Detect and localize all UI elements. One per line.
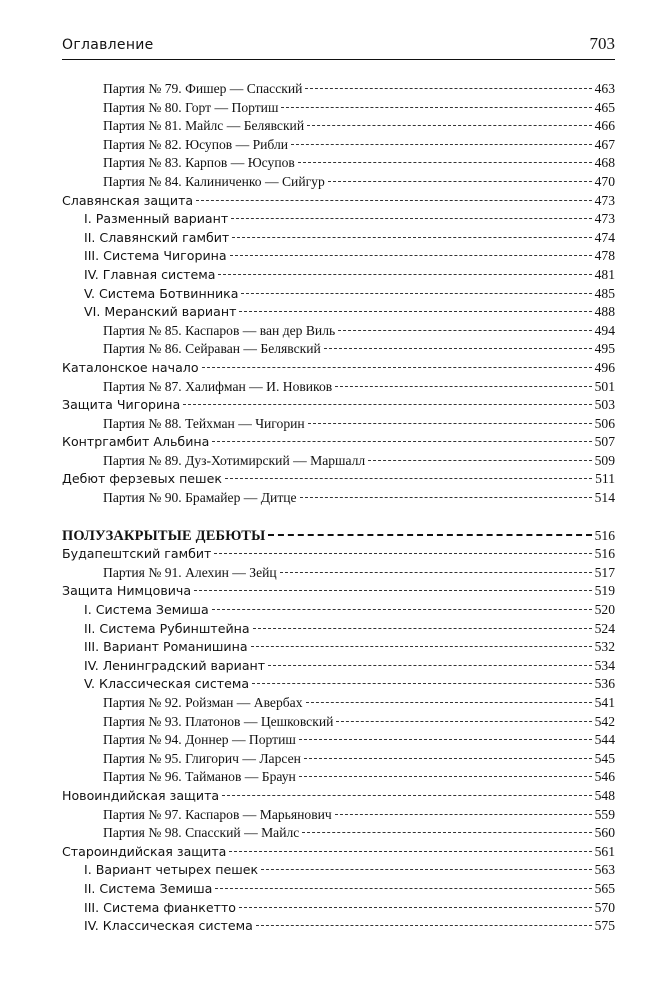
toc-entry-title: II. Система Рубинштейна (84, 620, 250, 636)
dotted-leader (252, 683, 592, 684)
toc-entry-page: 575 (594, 918, 615, 934)
toc-entry-title: Партия № 94. Доннер — Портиш (103, 732, 296, 748)
toc-entry-page: 517 (594, 564, 615, 580)
dotted-leader (268, 665, 591, 666)
toc-entry-title: Будапештский гамбит (62, 546, 212, 562)
toc-entry-page: 524 (594, 620, 615, 636)
toc-entry-page: 519 (594, 583, 615, 599)
toc-entry-title: Партия № 87. Халифман — И. Новиков (103, 378, 333, 394)
dotted-leader (229, 851, 591, 852)
toc-entry (62, 843, 615, 862)
toc-entry-page: 466 (594, 118, 615, 134)
toc-entry (62, 229, 615, 248)
toc-game-entry (62, 768, 615, 787)
toc-entry-title: I. Система Земиша (84, 602, 209, 618)
toc-entry-page: 542 (594, 713, 615, 729)
toc-game-entry (62, 117, 615, 136)
toc-entry-page: 496 (594, 359, 615, 375)
dotted-leader (299, 776, 592, 777)
toc-entry-title: Партия № 84. Калиниченко — Сийгур (103, 173, 325, 189)
dotted-leader (299, 739, 592, 740)
toc-entry-page: 468 (594, 155, 615, 171)
toc-entry (62, 582, 615, 601)
toc-game-entry (62, 80, 615, 99)
toc-entry-page: 506 (594, 415, 615, 431)
toc-entry-page: 481 (594, 266, 615, 282)
dotted-leader (241, 293, 591, 294)
dotted-leader (194, 590, 592, 591)
toc-entry-page: 545 (594, 750, 615, 766)
toc-entry-title: Партия № 98. Спасский — Майлс (103, 825, 300, 841)
toc-entry-title: IV. Классическая система (84, 918, 253, 934)
toc-entry-title: III. Система фианкетто (84, 899, 236, 915)
dotted-leader (336, 721, 591, 722)
toc-entry-title: V. Классическая система (84, 676, 250, 692)
toc-entry-page: 488 (594, 304, 615, 320)
dotted-leader (304, 758, 592, 759)
toc-entry-page: 565 (594, 880, 615, 896)
dotted-leader (305, 88, 591, 89)
toc-entry-page: 520 (594, 602, 615, 618)
toc-entry (62, 899, 615, 918)
running-title: Оглавление (62, 37, 154, 53)
toc-entry-title: III. Система Чигорина (84, 248, 227, 264)
toc-entry (62, 266, 615, 285)
toc-entry-title: Партия № 89. Дуз-Хотимирский — Маршалл (103, 452, 366, 468)
toc-entry (62, 657, 615, 676)
dotted-leader (335, 814, 592, 815)
toc-entry (62, 638, 615, 657)
toc-entry-page: 507 (594, 434, 615, 450)
dotted-leader (308, 423, 592, 424)
toc-entry-title: Партия № 82. Юсупов — Рибли (103, 136, 289, 152)
toc-game-entry (62, 136, 615, 155)
toc-entry (62, 396, 615, 415)
toc-entry-page: 516 (594, 527, 615, 543)
toc-entry (62, 675, 615, 694)
dotted-leader (222, 795, 591, 796)
toc-entry-page: 465 (594, 99, 615, 115)
toc-entry-title: Партия № 85. Каспаров — ван дер Виль (103, 322, 336, 338)
toc-game-entry (62, 694, 615, 713)
dotted-leader (307, 125, 592, 126)
toc-entry-page: 494 (594, 322, 615, 338)
toc-game-entry (62, 731, 615, 750)
toc-entry-page: 473 (594, 211, 615, 227)
dotted-leader (256, 925, 592, 926)
toc-entry (62, 880, 615, 899)
dotted-leader (218, 274, 591, 275)
toc-entry-title: Партия № 80. Горт — Портиш (103, 99, 279, 115)
toc-entry (62, 285, 615, 304)
toc-entry-title: Каталонское начало (62, 359, 199, 375)
toc-game-entry (62, 489, 615, 508)
toc-game-entry (62, 750, 615, 769)
toc-entry (62, 470, 615, 489)
toc-entry (62, 192, 615, 211)
toc-entry-page: 511 (595, 471, 615, 487)
dotted-leader (202, 367, 592, 368)
toc-entry-page: 532 (594, 639, 615, 655)
toc-entry-page: 485 (594, 285, 615, 301)
toc-entry-title: Дебют ферзевых пешек (62, 471, 222, 487)
toc-entry-page: 534 (594, 657, 615, 673)
toc-game-entry (62, 824, 615, 843)
toc-entry-title: Партия № 90. Брамайер — Дитце (103, 490, 297, 506)
dotted-leader (338, 330, 591, 331)
toc-entry-page: 473 (594, 192, 615, 208)
toc-game-entry (62, 154, 615, 173)
toc-entry-title: IV. Ленинградский вариант (84, 657, 266, 673)
dotted-leader (298, 162, 592, 163)
toc-entry (62, 861, 615, 880)
toc-entry-page: 563 (594, 862, 615, 878)
dotted-leader (225, 478, 592, 479)
dotted-leader (324, 348, 592, 349)
toc-entry-page: 463 (594, 81, 615, 96)
toc-entry-title: Партия № 92. Ройзман — Авербах (103, 695, 303, 710)
toc-game-entry (62, 452, 615, 471)
toc-entry-page: 544 (594, 732, 615, 748)
toc-entry-page: 470 (594, 173, 615, 189)
toc-entry-page: 516 (594, 546, 615, 562)
page-header (62, 33, 615, 60)
toc-entry-page: 501 (594, 378, 615, 394)
toc-entry (62, 359, 615, 378)
toc-entry (62, 601, 615, 620)
page-number: 703 (589, 34, 615, 53)
dotted-leader (302, 832, 591, 833)
toc-entry-title: IV. Главная система (84, 266, 216, 282)
dotted-leader (231, 218, 591, 219)
toc-entry-title: II. Система Земиша (84, 880, 213, 896)
toc-entry (62, 545, 615, 564)
dotted-leader (215, 888, 591, 889)
dotted-leader (328, 181, 592, 182)
dotted-leader (300, 497, 592, 498)
toc-entry-page: 503 (594, 397, 615, 413)
dotted-leader (261, 869, 592, 870)
toc-entry-page: 570 (594, 899, 615, 915)
toc-entry-title: Партия № 97. Каспаров — Марьянович (103, 806, 332, 822)
toc-entry (62, 917, 615, 936)
toc-entry-page: 514 (594, 490, 615, 506)
toc-game-entry (62, 713, 615, 732)
toc-entry-title: II. Славянский гамбит (84, 229, 230, 245)
toc-entry (62, 620, 615, 639)
toc-entry-page: 495 (594, 341, 615, 357)
toc-entry (62, 303, 615, 322)
toc-game-entry (62, 564, 615, 583)
toc-entry (62, 787, 615, 806)
toc-entry-page: 560 (594, 825, 615, 841)
table-of-contents (62, 80, 615, 936)
toc-entry-title: Староиндийская защита (62, 843, 227, 859)
toc-game-entry (62, 173, 615, 192)
toc-game-entry (62, 340, 615, 359)
toc-entry-title: I. Вариант четырех пешек (84, 862, 259, 878)
toc-entry-title: Партия № 93. Платонов — Цешковский (103, 713, 334, 729)
toc-entry-title: Славянская защита (62, 192, 194, 208)
dotted-leader (251, 646, 592, 647)
toc-entry-title: III. Вариант Романишина (84, 639, 248, 655)
dotted-leader (281, 107, 591, 108)
toc-entry-title: Партия № 83. Карпов — Юсупов (103, 155, 295, 171)
dotted-leader (212, 441, 591, 442)
toc-entry-title: Партия № 96. Тайманов — Браун (103, 769, 296, 785)
toc-entry-title: Партия № 88. Тейхман — Чигорин (103, 415, 305, 431)
dotted-leader (212, 609, 592, 610)
toc-entry-title: I. Разменный вариант (84, 211, 229, 227)
toc-entry-title: Партия № 81. Майлс — Белявский (103, 118, 305, 134)
toc-game-entry (62, 415, 615, 434)
toc-entry-title: Защита Чигорина (62, 397, 181, 413)
toc-entry-title: Новоиндийская защита (62, 787, 220, 803)
toc-entry-page: 467 (594, 136, 615, 152)
toc-entry (62, 210, 615, 229)
toc-entry (62, 247, 615, 266)
toc-entry-title: Партия № 79. Фишер — Спасский (103, 81, 303, 96)
toc-game-entry (62, 806, 615, 825)
dotted-leader (183, 404, 591, 405)
toc-entry-title: VI. Меранский вариант (84, 304, 237, 320)
toc-entry (62, 433, 615, 452)
dotted-leader (239, 311, 591, 312)
toc-entry-title: ПОЛУЗАКРЫТЫЕ ДЕБЮТЫ (62, 527, 266, 544)
dotted-leader (214, 553, 591, 554)
toc-entry-page: 546 (594, 769, 615, 785)
dotted-leader (306, 702, 592, 703)
dotted-leader (230, 255, 592, 256)
toc-entry-page: 478 (594, 248, 615, 264)
toc-game-entry (62, 378, 615, 397)
toc-entry-page: 509 (594, 452, 615, 468)
dotted-leader (253, 628, 592, 629)
dotted-leader (291, 144, 592, 145)
dotted-leader (196, 200, 591, 201)
dotted-leader (232, 237, 591, 238)
toc-entry-title: Защита Нимцовича (62, 583, 192, 599)
dotted-leader (280, 572, 592, 573)
toc-game-entry (62, 322, 615, 341)
toc-entry-title: V. Система Ботвинника (84, 285, 239, 301)
toc-game-entry (62, 99, 615, 118)
toc-section-heading (62, 527, 615, 546)
toc-entry-page: 536 (594, 676, 615, 692)
toc-entry-title: Контргамбит Альбина (62, 434, 210, 450)
toc-entry-page: 541 (594, 695, 615, 710)
toc-entry-page: 548 (594, 787, 615, 803)
dotted-leader (335, 386, 591, 387)
toc-entry-page: 559 (594, 806, 615, 822)
toc-entry-title: Партия № 95. Глигорич — Ларсен (103, 750, 301, 766)
toc-entry-title: Партия № 91. Алехин — Зейц (103, 564, 277, 580)
toc-entry-page: 474 (594, 229, 615, 245)
toc-entry-page: 561 (594, 843, 615, 859)
toc-entry-title: Партия № 86. Сейраван — Белявский (103, 341, 321, 357)
dotted-leader (239, 907, 592, 908)
dotted-leader (368, 460, 591, 461)
dotted-leader (268, 534, 591, 536)
